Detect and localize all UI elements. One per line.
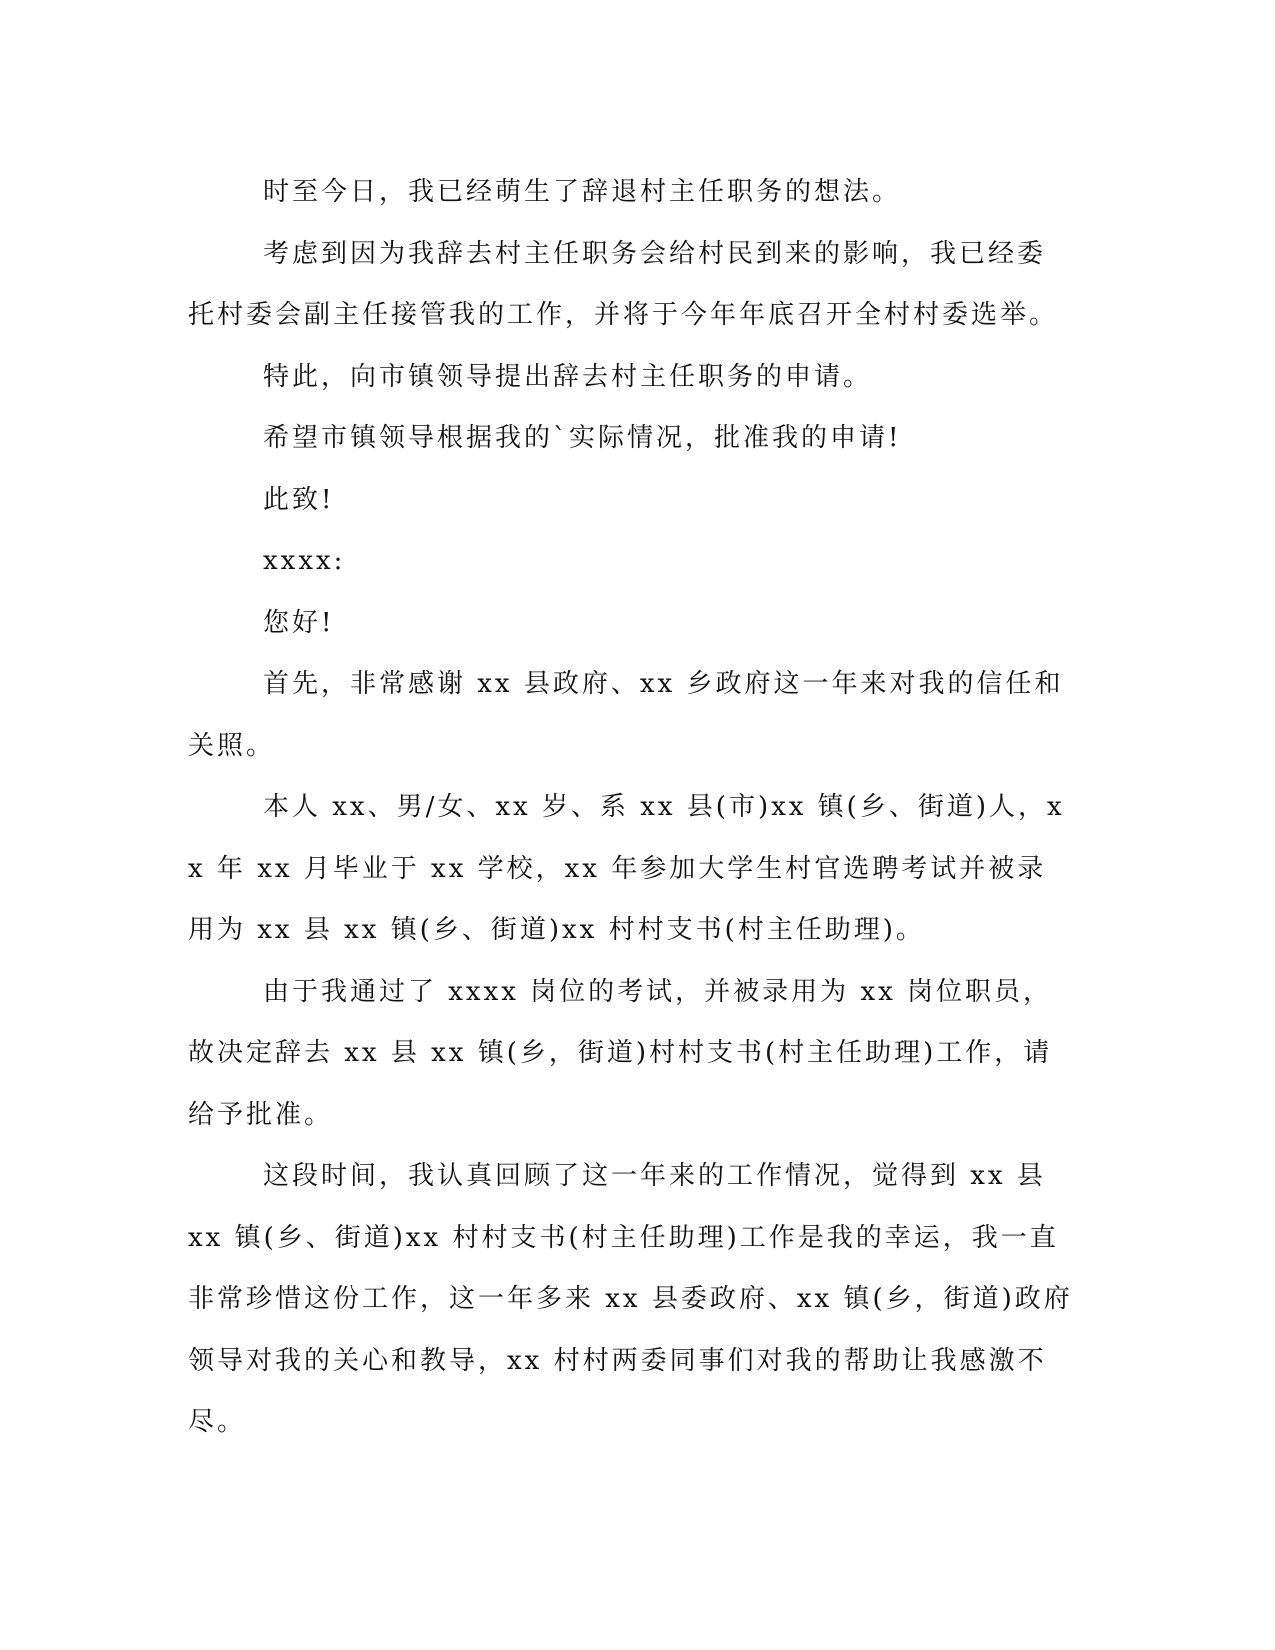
closing-salutation: 此致!	[263, 484, 335, 515]
paragraph-4: 希望市镇领导根据我的`实际情况，批准我的申请!	[263, 423, 902, 453]
letter-body	[188, 162, 1074, 1454]
paragraph-thanks: 首先，非常感谢 xx 县政府、xx 乡政府这一年来对我的信任和关照。	[188, 669, 1064, 761]
paragraph-3: 特此，向市镇领导提出辞去村主任职务的申请。	[263, 361, 873, 392]
paragraph-1: 时至今日，我已经萌生了辞退村主任职务的想法。	[263, 177, 902, 207]
paragraph-decision: 由于我通过了 xxxx 岗位的考试，并被录用为 xx 岗位职员，故决定辞去 xx 县 xx 镇(乡，街道)村村支书(村主任助理)工作，请给予批准。	[188, 976, 1053, 1130]
paragraph-self-intro: 本人 xx、男/女、xx 岁、系 xx 县(市)xx 镇(乡、街道)人，xx 年 xx 月毕业于 xx 学校，xx 年参加大学生村官选聘考试并被录用为 xx 县 xx 镇(乡、街道)xx 村村支书(村主任助理)。	[188, 792, 1065, 945]
addressee: xxxx:	[263, 546, 346, 576]
greeting: 您好!	[263, 607, 335, 638]
paragraph-2: 考虑到因为我辞去村主任职务会给村民到来的影响，我已经委托村委会副主任接管我的工作，并将于今年年底召开全村村委选举。	[188, 238, 1059, 330]
paragraph-reflection: 这段时间，我认真回顾了这一年来的工作情况，觉得到 xx 县 xx 镇(乡、街道)xx 村村支书(村主任助理)工作是我的幸运，我一直非常珍惜这份工作，这一年多来 xx 县委政府、xx 镇(乡，街道)政府领导对我的关心和教导，xx 村村两委同事们对我的帮助让我感激不尽。	[188, 1161, 1073, 1437]
